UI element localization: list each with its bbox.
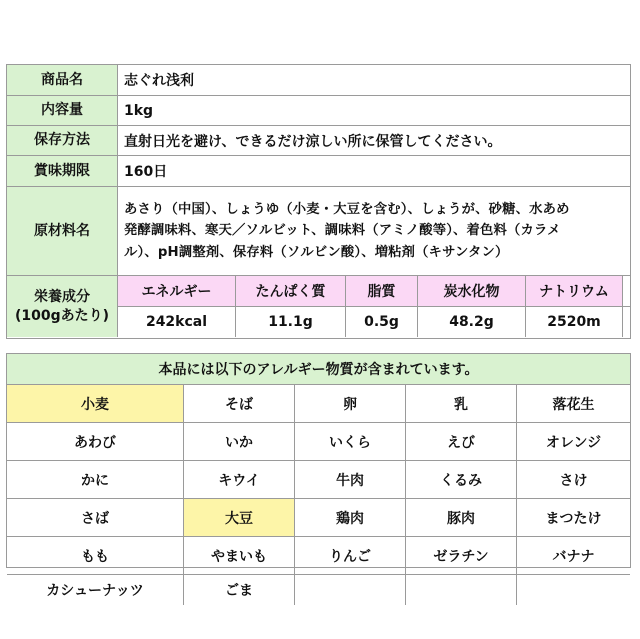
allergen-cell: キウイ [184, 461, 295, 498]
allergy-title: 本品には以下のアレルギー物質が含まれています。 [7, 354, 630, 384]
allergen-cell: 大豆 [184, 499, 295, 536]
allergy-table [6, 353, 631, 599]
nutrition-label-line-2: (100gあたり) [14, 307, 110, 324]
allergen-cell: 卵 [295, 385, 406, 422]
nutrition-label-line-1: 栄養成分 [34, 288, 90, 305]
content-value: 1kg [124, 102, 154, 119]
ingredients-line-3: ル）、pH調整剤、保存料（ソルビン酸）、増粘剤（キサンタン） [124, 244, 509, 260]
ingredients-label: 原材料名 [7, 187, 118, 275]
allergen-cell: 小麦 [7, 385, 184, 422]
nutrition-value-energy: 242kcal [118, 307, 236, 337]
content-label: 内容量 [7, 96, 118, 125]
allergen-cell: 乳 [406, 385, 517, 422]
allergen-cell: えび [406, 423, 517, 460]
allergen-cell: りんご [295, 537, 406, 574]
allergen-cell: いくら [295, 423, 406, 460]
storage-label: 保存方法 [7, 126, 118, 155]
allergy-row [7, 460, 630, 498]
row-storage [7, 125, 630, 155]
allergen-cell: 豚肉 [406, 499, 517, 536]
allergen-cell: 牛肉 [295, 461, 406, 498]
allergen-cell: かに [7, 461, 184, 498]
nutrition-table [118, 276, 630, 337]
row-nutrition [7, 275, 630, 337]
allergen-cell: あわび [7, 423, 184, 460]
allergen-empty-cell [406, 575, 517, 605]
expiry-value: 160日 [124, 164, 168, 180]
nutrition-value-fat: 0.5g [346, 307, 418, 337]
row-product-name [7, 65, 630, 95]
allergy-row [7, 384, 630, 422]
allergen-cell: まつたけ [545, 510, 602, 527]
nutrition-header-protein: たんぱく質 [236, 276, 346, 306]
allergen-cell: カシューナッツ [7, 575, 184, 605]
ingredients-line-2: 発酵調味料、寒天／ソルビット、調味料（アミノ酸等）、着色料（カラメ [124, 223, 561, 239]
allergy-row [7, 498, 630, 536]
allergy-row [7, 422, 630, 460]
allergy-row [7, 574, 630, 605]
row-expiry [7, 155, 630, 186]
nutrition-value-protein: 11.1g [236, 307, 346, 337]
allergen-cell: やまいも [184, 537, 295, 574]
allergen-cell: そば [184, 385, 295, 422]
allergen-cell: ゼラチン [406, 537, 517, 574]
allergen-cell: オレンジ [545, 434, 602, 451]
nutrition-header-blank [623, 276, 630, 306]
nutrition-value-blank [623, 307, 630, 337]
ingredients-value [118, 187, 630, 275]
allergen-cell: くるみ [406, 461, 517, 498]
allergen-cell: いか [184, 423, 295, 460]
row-ingredients [7, 186, 630, 275]
nutrition-header-sodium: ナトリウム [526, 276, 623, 306]
allergen-cell: ごま [184, 575, 295, 605]
allergen-cell: さば [7, 499, 184, 536]
allergy-grid [7, 384, 630, 605]
allergen-cell: バナナ [552, 548, 595, 565]
product-name-value: 志ぐれ浅利 [124, 73, 194, 89]
product-name-label: 商品名 [7, 65, 118, 95]
product-info-table [6, 64, 631, 339]
storage-value: 直射日光を避け、できるだけ涼しい所に保管してください。 [124, 133, 502, 150]
row-content [7, 95, 630, 125]
nutrition-value-row [118, 306, 630, 337]
allergen-cell: 落花生 [552, 396, 595, 413]
nutrition-label [7, 276, 118, 337]
nutrition-header-energy: エネルギー [118, 276, 236, 306]
nutrition-header-carbs: 炭水化物 [418, 276, 526, 306]
allergen-cell: もも [7, 537, 184, 574]
allergen-cell: 鶏肉 [295, 499, 406, 536]
nutrition-header-fat: 脂質 [346, 276, 418, 306]
allergy-row [7, 536, 630, 574]
expiry-label: 賞味期限 [7, 156, 118, 186]
nutrition-header-row [118, 276, 630, 306]
allergen-empty-cell [517, 575, 630, 605]
nutrition-value-sodium: 2520m [526, 307, 623, 337]
allergen-cell: さけ [559, 472, 588, 489]
ingredients-line-1: あさり（中国）、しょうゆ（小麦・大豆を含む）、しょうが、砂糖、水あめ [124, 202, 570, 218]
allergen-empty-cell [295, 575, 406, 605]
nutrition-value-carbs: 48.2g [418, 307, 526, 337]
